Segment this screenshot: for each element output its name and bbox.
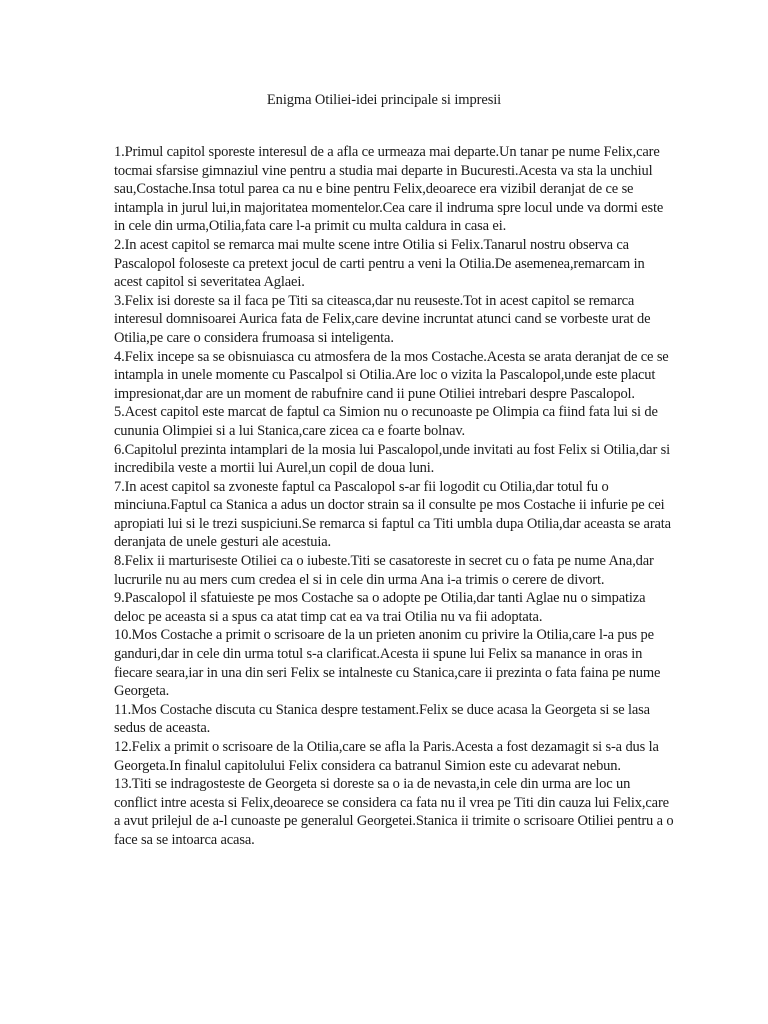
paragraph-13: 13.Titi se indragosteste de Georgeta si doreste sa o ia de nevasta,in cele din urma are loc un conflict intre acesta si Felix,deoarece se considera ca fata nu il vrea pe Titi din cauza lui Felix,care a avut prilejul de a-l cunoaste pe generalul Georgetei.Stanica ii trimite o scrisoare Otiliei pentru a o face sa se intoarca acasa. (114, 776, 674, 848)
paragraph-7: 7.In acest capitol sa zvoneste faptul ca Pascalopol s-ar fii logodit cu Otilia,dar totul fu o minciuna.Faptul ca Stanica a adus un doctor strain sa il consulte pe mos Costache ii infurie pe cei apropiati lui si le trezi suspiciuni.Se remarca si faptul ca Titi umbla dupa Otilia,dar aceasta se arata deranjata de unele gesturi ale acestuia. (114, 478, 671, 551)
paragraph-10: 10.Mos Costache a primit o scrisoare de la un prieten anonim cu privire la Otilia,care l-a pus pe ganduri,dar in cele din urma totul s-a clarificat.Acesta ii spune lui Felix sa manance in oras in fiecare seara,iar in una din seri Felix se intalneste cu Stanica,care ii prezinta o fata faina pe nume Georgeta. (114, 627, 661, 700)
document-title: Enigma Otiliei-idei principale si impresii (266, 92, 502, 108)
paragraph-11: 11.Mos Costache discuta cu Stanica despre testament.Felix se duce acasa la Georgeta si se lasa sedus de aceasta. (114, 701, 650, 737)
paragraph-8: 8.Felix ii marturiseste Otiliei ca o iubeste.Titi se casatoreste in secret cu o fata pe nume Ana,dar lucrurile nu au mers cum credea el si in cele din urma Ana i-a trimis o cerere de divort. (114, 553, 654, 588)
paragraph-4: 4.Felix incepe sa se obisnuiasca cu atmosfera de la mos Costache.Acesta se arata deranjat de ce se intampla in unele momente cu Pascalpol si Otilia.Are loc o vizita la Pascalopol,unde este placut impresionat,dar are un moment de rabufnire cand ii pune Otiliei intrebari despre Pascalopol. (114, 348, 669, 402)
document-body (114, 143, 674, 850)
paragraph-2: 2.In acest capitol se remarca mai multe scene intre Otilia si Felix.Tanarul nostru observa ca Pascalopol foloseste ca pretext jocul de carti pentru a veni la Otilia.De asemenea,remarcam in acest capitol si severitatea Aglaei. (114, 236, 645, 291)
paragraph-9: 9.Pascalopol il sfatuieste pe mos Costache sa o adopte pe Otilia,dar tanti Aglae nu o simpatiza deloc pe aceasta si a spus ca atat timp cat ea va trai Otilia nu va fii adoptata. (114, 590, 646, 625)
paragraph-6: 6.Capitolul prezinta intamplari de la mosia lui Pascalopol,unde invitati au fost Felix si Otilia,dar si incredibila veste a mortii lui Aurel,un copil de doua luni. (114, 441, 670, 477)
paragraph-5: 5.Acest capitol este marcat de faptul ca Simion nu o recunoaste pe Olimpia ca fiind fata lui si de cununia Olimpiei si a lui Stanica,care zicea ca e foarte bolnav. (114, 404, 658, 439)
paragraph-3: 3.Felix isi doreste sa il faca pe Titi sa citeasca,dar nu reuseste.Tot in acest capitol se remarca interesul domnisoarei Aurica fata de Felix,care devine incruntat atunci cand se vorbeste urat de Otilia,pe care o considera frumoasa si inteligenta. (114, 292, 651, 346)
paragraph-1: 1.Primul capitol sporeste interesul de a afla ce urmeaza mai departe.Un tanar pe nume Felix,care tocmai sfarsise gimnaziul vine pentru a studia mai departe in Bucuresti.Acesta va sta la unchiul sau,Costache.Insa totul parea ca nu e bine pentru Felix,deoarece era vizibil deranjat de ce se intampla in jurul lui,in majoritatea momentelor.Cea care il indruma spre locul unde va dormi este in cele din urma,Otilia,fata care l-a primit cu multa caldura in casa ei. (114, 144, 664, 235)
paragraph-12: 12.Felix a primit o scrisoare de la Otilia,care se afla la Paris.Acesta a fost dezamagit si s-a dus la Georgeta.In finalul capitolului Felix considera ca batranul Simion este cu adevarat nebun. (114, 739, 659, 774)
